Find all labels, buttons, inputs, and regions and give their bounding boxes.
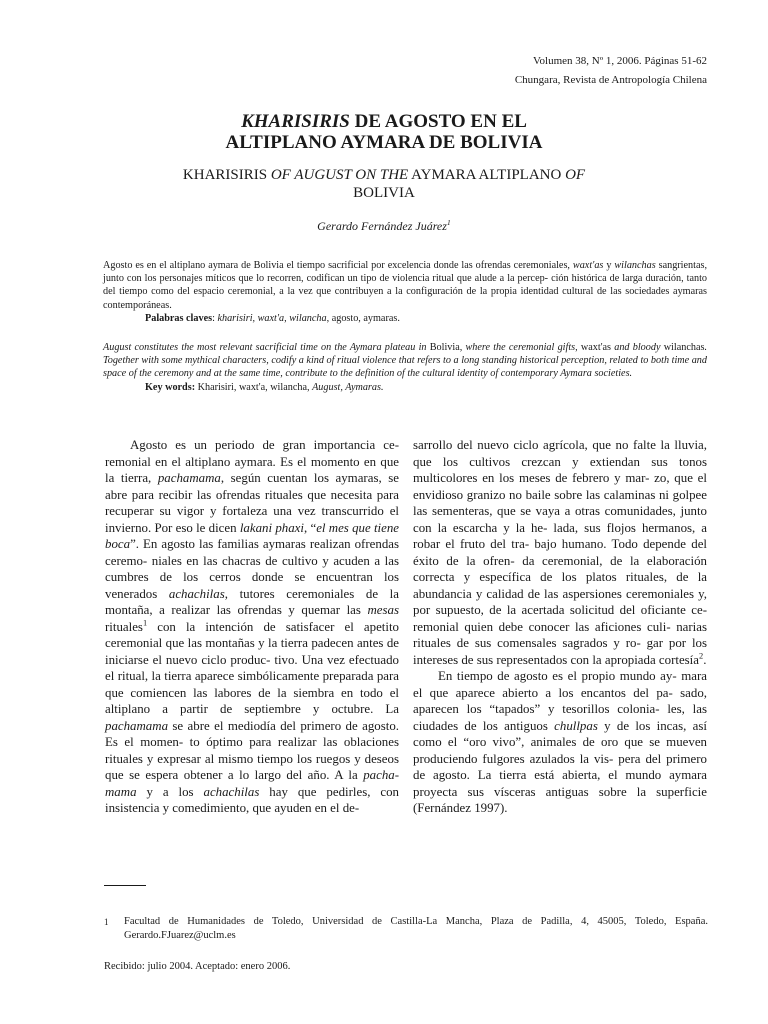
article-subtitle (0, 166, 768, 202)
received-dates: Recibido: julio 2004. Aceptado: enero 2006. (104, 961, 291, 972)
abstract-spanish (103, 259, 707, 325)
body-column-left (105, 437, 399, 817)
abstract-english (103, 341, 707, 394)
body-column-right (413, 437, 707, 817)
subtitle-line2: BOLIVIA (353, 185, 415, 201)
subtitle-part: AYMARA ALTIPLANO (408, 167, 566, 183)
abstract-es-text: Agosto es en el altiplano aymara de Bolivia el tiempo sacrificial por excelencia donde las ofrendas ceremoniales, waxt'as y wilanchas sangrientas, junto con los personajes míticos que lo recorren, codifican un tipo de violencia ritual que alude a la percep- ción histórica de larga duración, tanto del tiempo como del espacio ceremonial, a la vez que contribuyen a la configuración de la propia identidad cultural de las sociedades aymaras contemporáneas. (103, 260, 707, 311)
body-paragraph: sarrollo del nuevo ciclo agrícola, que no falte la lluvia, que los cultivos crezcan y extiendan sus tonos multicolores en los meses de febrero y mar- zo, que el envidioso granizo no baile sobre las calaminas ni golpee las sementeras, que se vaya a otras comunidades, junto con la escarcha y la he- lada, sus flojos hermanos, a robar el fruto del tra- bajo humano. Todo depende del éxito de la ofren- da ceremonial, de la elaboración correcta y específica de los platos rituales, de la abundancia y calidad de las aspersiones ceremoniales y, por supuesto, de la acertada solicitud del oficiante ce- remonial quien debe conocer las aficiones culi- narias rituales de sus comensales sagrados y ro- gar por los intereses de sus representados con la apropiada cortesía$^2$. (413, 438, 707, 667)
subtitle-italic: OF AUGUST ON THE (270, 167, 409, 183)
author-footnote-mark: 1 (446, 218, 451, 227)
title-italic: KHARISIRIS (241, 111, 350, 132)
journal-header (515, 52, 707, 90)
keywords-es: Palabras claves: kharisiri, waxt'a, wilancha, agosto, aymaras. (145, 312, 400, 324)
abstract-en-text: August constitutes the most relevant sacrificial time on the Aymara plateau in Bolivia, where the ceremonial gifts, waxt'as and bloody wilanchas. Together with some mythical characters, codify a kind of ritual violence that refers to a long standing historical perception, related to both time and space of the ceremony and at the same time, contribute to the definition of the cultural identity of contemporary Aymara societies. (103, 342, 707, 380)
footnote-divider (104, 885, 146, 886)
author (0, 219, 768, 234)
journal-name: Chungara, Revista de Antropología Chilena (514, 74, 707, 86)
footnote-text: Facultad de Humanidades de Toledo, Universidad de Castilla-La Mancha, Plaza de Padilla, 4, 45005, Toledo, España. Gerardo.FJuarez@uclm.es (124, 916, 708, 941)
subtitle-part: KHARISIRIS (182, 167, 271, 183)
article-title (0, 111, 768, 153)
title-line1: DE AGOSTO EN EL (349, 111, 527, 132)
body-paragraph: En tiempo de agosto es el propio mundo ay- mara el que aparece abierto a los encantos del pa- sado, aparecen los “tapados” y tesorillos colonia- les, las ciudades de los antiguos chullpas y de los incas, así como el “oro vivo”, animales de oro que se mueven produciendo fulgores azulados la vis- pera del primero de agosto. La tierra está abierta, el mundo aymara proyecta sus vísceras antiguas sobre la superficie (Fernández 1997). (413, 669, 707, 815)
footnote-ref: 1 (142, 618, 148, 628)
footnote-mark: 1 (104, 917, 109, 927)
footnote (104, 915, 708, 943)
footnote-ref: 2 (699, 651, 704, 661)
journal-volume: Volumen 38, Nº 1, 2006. Páginas 51-62 (532, 55, 707, 67)
subtitle-italic: OF (565, 167, 586, 183)
keywords-en: Key words: Kharisiri, waxt'a, wilancha, August, Aymaras. (145, 381, 384, 393)
author-name: Gerardo Fernández Juárez (317, 219, 447, 233)
body-paragraph: Agosto es un periodo de gran importancia ce- remonial en el altiplano aymara. Es el momento en que la tierra, pachamama, según cuentan los aymaras, se abre para recibir las ofrendas rituales que necesita para recuperar su vigor y fortaleza una vez transcurrido el invierno. Por eso le dicen lakani phaxi, “el mes que tiene boca”. En agosto las familias aymaras realizan ofrendas ceremo- niales en las chacras de cultivo y acuden a las cumbres de los cerros donde se encuentran los venerados achachilas, tutores ceremoniales de la montaña, a realizar las ofrendas y quemar las mesas rituales$^1$ con la intención de satisfacer el apetito ceremonial que las montañas y la tierra padecen antes de iniciarse el nuevo ciclo produc- tivo. Una vez efectuado el ritual, la tierra aparece simbólicamente preparada para que comiencen las labores de la siembra en todo el altiplano a partir de septiembre y octubre. La pachamama se abre el mediodía del primero de agosto. Es el momen- to óptimo para realizar las oblaciones rituales y expresar al mismo tiempo los ruegos y deseos que se espera obtener a lo largo del año. A la pacha- mama y a los achachilas hay que pedirles, con insistencia y comedimiento, que ayuden en el de- (105, 438, 400, 815)
title-line2: ALTIPLANO AYMARA DE BOLIVIA (225, 132, 543, 153)
